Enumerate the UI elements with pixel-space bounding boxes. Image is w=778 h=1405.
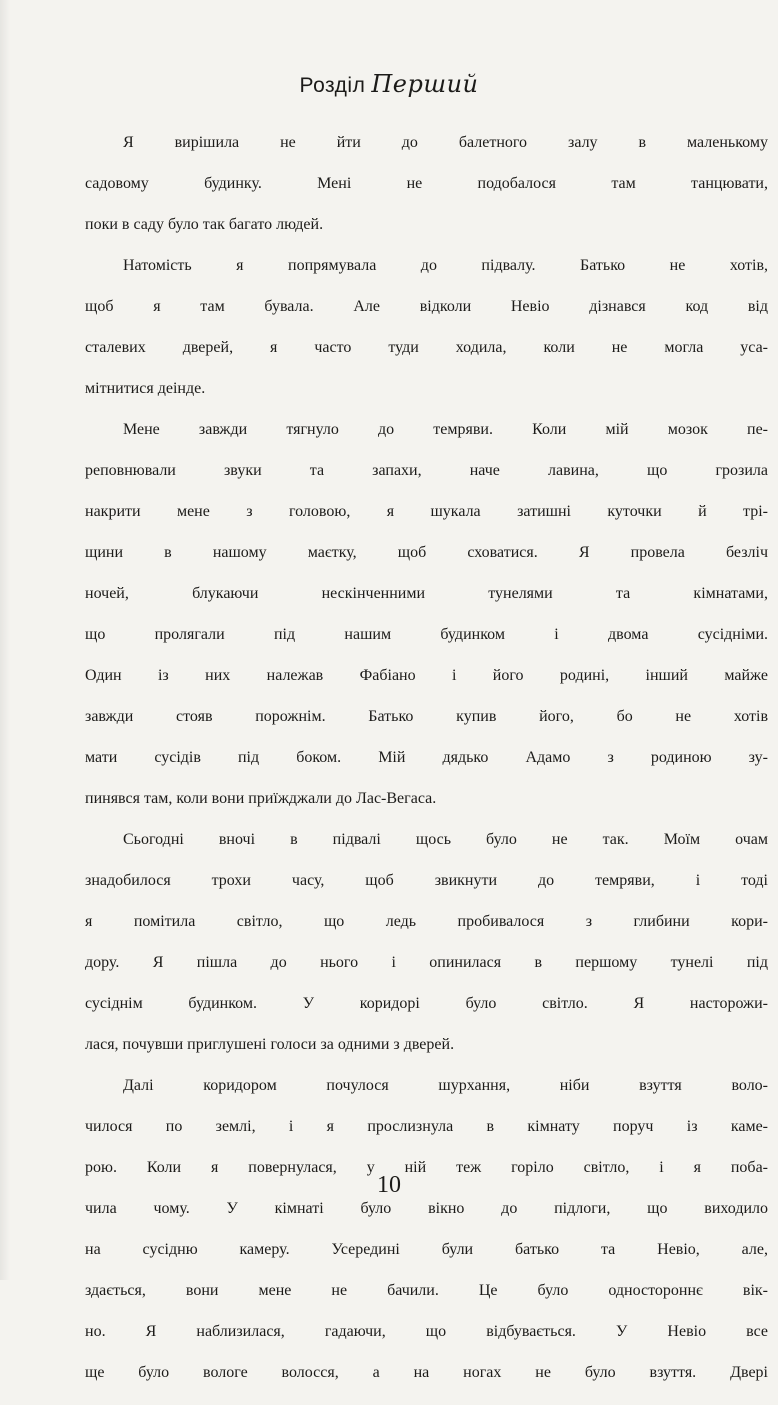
- text-line: чила чому. У кімнаті було вікно до підлоги, що виходило: [85, 1200, 768, 1217]
- text-line: дору. Я пішла до нього і опинилася в першому тунелі під: [85, 954, 768, 971]
- text-line: сусіднім будинком. У коридорі було світло. Я насторожи-: [85, 995, 768, 1012]
- text-line: знадобилося трохи часу, щоб звикнути до темряви, і тоді: [85, 872, 768, 889]
- text-line: здається, вони мене не бачили. Це було одностороннє вік-: [85, 1282, 768, 1299]
- text-line: Сьогодні вночі в підвалі щось було не так. Моїм очам: [123, 831, 768, 848]
- text-line: накрити мене з головою, я шукала затишні куточки й трі-: [85, 503, 768, 520]
- text-line: Натомість я попрямувала до підвалу. Батько не хотів,: [123, 257, 768, 274]
- text-line: щоб я там бувала. Але відколи Невіо дізнався код від: [85, 298, 768, 315]
- paragraph: [85, 257, 768, 421]
- text-line: поки в саду було так багато людей.: [85, 216, 324, 233]
- page-number: 10: [377, 1172, 401, 1198]
- paragraph: [85, 421, 768, 831]
- text-line: щини в нашому маєтку, щоб сховатися. Я провела безліч: [85, 544, 768, 561]
- text-line: ще було вологе волосся, а на ногах не було взуття. Двері: [85, 1364, 768, 1381]
- text-line: ночей, блукаючи нескінченними тунелями та кімнатами,: [85, 585, 768, 602]
- paragraph: [85, 1077, 768, 1405]
- text-line: що пролягали під нашим будинком і двома сусідніми.: [85, 626, 768, 643]
- text-line: пинявся там, коли вони приїжджали до Лас-Вегаса.: [85, 790, 437, 807]
- chapter-number: Перший: [371, 70, 479, 98]
- text-line: сталевих дверей, я часто туди ходила, коли не могла уса-: [85, 339, 768, 356]
- text-line: чилося по землі, і я прослизнула в кімнату поруч із каме-: [85, 1118, 768, 1135]
- text-line: но. Я наблизилася, гадаючи, що відбувається. У Невіо все: [85, 1323, 768, 1340]
- text-line: Один із них належав Фабіано і його родині, інший майже: [85, 667, 768, 684]
- text-line: реповнювали звуки та запахи, наче лавина, що грозила: [85, 462, 768, 479]
- text-line: Мене завжди тягнуло до темряви. Коли мій мозок пе-: [123, 421, 768, 438]
- text-line: садовому будинку. Мені не подобалося там танцювати,: [85, 175, 768, 192]
- chapter-word: Розділ: [299, 74, 366, 97]
- text-line: завжди стояв порожнім. Батько купив його, бо не хотів: [85, 708, 768, 725]
- text-line: я помітила світло, що ледь пробивалося з глибини кори-: [85, 913, 768, 930]
- text-line: Я вирішила не йти до балетного залу в маленькому: [123, 134, 768, 151]
- page-edge-shadow: [0, 0, 10, 1280]
- text-line: мітнитися деінде.: [85, 380, 206, 397]
- paragraph: [85, 134, 768, 257]
- text-line: Далі коридором почулося шурхання, ніби взуття воло-: [123, 1077, 768, 1094]
- chapter-header: [0, 70, 778, 98]
- text-line: мати сусідів під боком. Мій дядько Адамо з родиною зу-: [85, 749, 768, 766]
- paragraph: [85, 831, 768, 1077]
- text-line: лася, почувши приглушені голоси за одними з дверей.: [85, 1036, 455, 1053]
- text-line: на сусідню камеру. Усередині були батько та Невіо, але,: [85, 1241, 768, 1258]
- body-text: [85, 134, 768, 1405]
- text-line: рою. Коли я повернулася, у ній теж горіло світло, і я поба-: [85, 1159, 768, 1176]
